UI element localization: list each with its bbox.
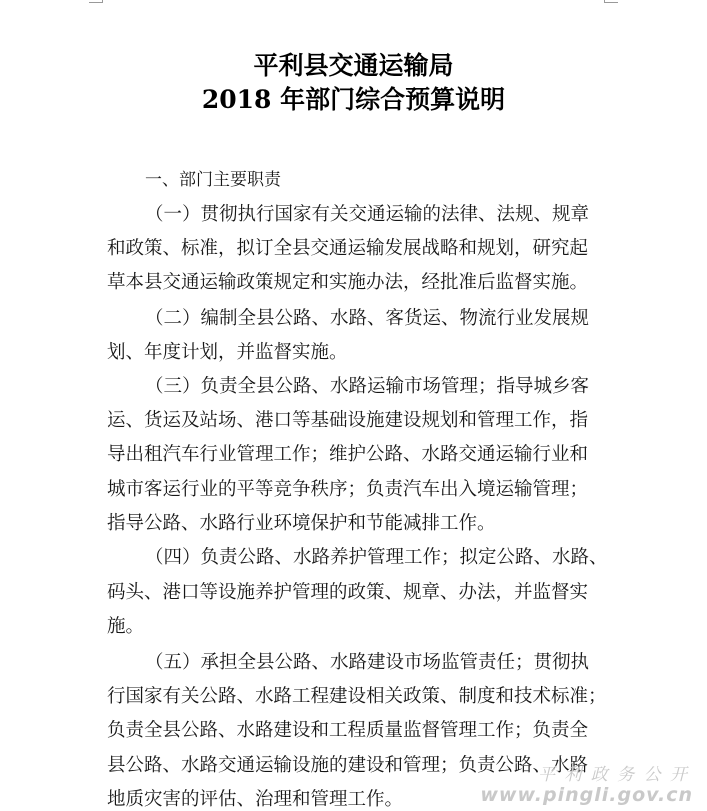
paragraph-line: 码头、港口等设施养护管理的政策、规章、办法，并监督实 (107, 582, 589, 603)
paragraph-line: 施。 (107, 616, 145, 637)
paragraph-line: 和政策、标准，拟订全县交通运输发展战略和规划，研究起 (107, 238, 589, 259)
paragraph-line: （四）负责公路、水路养护管理工作；拟定公路、水路、 (145, 547, 608, 568)
paragraph-line: （一）贯彻执行国家有关交通运输的法律、法规、规章 (145, 204, 590, 225)
paragraph-line: 划、年度计划，并监督实施。 (107, 342, 348, 363)
paragraph-line: 地质灾害的评估、治理和管理工作。 (107, 789, 404, 810)
page-corner-mark-left (85, 0, 103, 3)
paragraph-line: （二）编制全县公路、水路、客货运、物流行业发展规 (145, 308, 590, 329)
paragraph-line: （三）负责全县公路、水路运输市场管理；指导城乡客 (145, 376, 590, 397)
paragraph-line: 行国家有关公路、水路工程建设相关政策、制度和技术标准； (107, 686, 607, 707)
page-corner-mark-right (604, 0, 622, 3)
paragraph-line: 草本县交通运输政策规定和实施办法，经批准后监督实施。 (107, 272, 589, 293)
paragraph-line: 城市客运行业的平等竞争秩序；负责汽车出入境运输管理； (107, 479, 589, 500)
document-title: 平利县交通运输局 (253, 51, 454, 80)
paragraph-line: 指导公路、水路行业环境保护和节能减排工作。 (107, 513, 496, 534)
paragraph-line: （五）承担全县公路、水路建设市场监管责任；贯彻执 (145, 652, 590, 673)
paragraph-line: 负责全县公路、水路建设和工程质量监督管理工作；负责全 (107, 720, 589, 741)
watermark-text: 平 利 政 务 公 开 (537, 765, 689, 785)
paragraph-line: 运、货运及站场、港口等基础设施建设规划和管理工作，指 (107, 410, 589, 431)
paragraph-line: 导出租汽车行业管理工作；维护公路、水路交通运输行业和 (107, 444, 589, 465)
paragraph-line: 县公路、水路交通运输设施的建设和管理；负责公路、水路 (107, 755, 589, 776)
watermark-url: www.pingli.gov.cn (480, 784, 693, 806)
section-heading: 一、部门主要职责 (145, 170, 281, 190)
document-subtitle: 2018 年部门综合预算说明 (201, 85, 506, 114)
